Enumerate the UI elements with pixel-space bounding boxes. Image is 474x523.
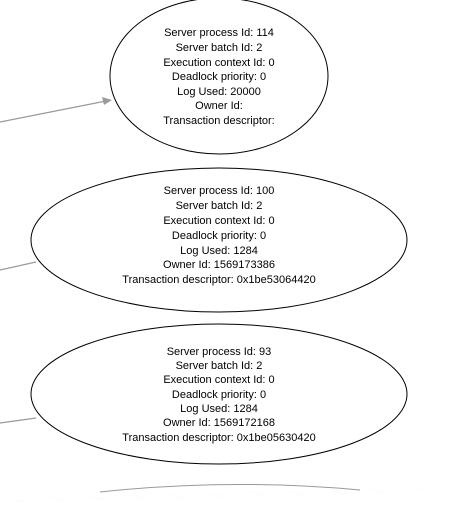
node-line: Transaction descriptor: — [163, 115, 275, 127]
node-line: Log Used: 1284 — [180, 245, 258, 257]
node-line: Log Used: 20000 — [177, 86, 261, 98]
process-node-100[interactable] — [31, 168, 407, 312]
node-line: Owner Id: 1569172168 — [163, 417, 275, 429]
node-line: Server process Id: 93 — [166, 346, 272, 358]
node-line: Execution context Id: 0 — [163, 374, 275, 386]
node-line: Server batch Id: 2 — [175, 42, 263, 54]
process-node-93[interactable] — [31, 324, 407, 464]
node-line: Server process Id: 114 — [164, 27, 274, 39]
node-line: Deadlock priority: 0 — [171, 71, 267, 83]
arrowhead-icon — [102, 97, 112, 105]
edge-to-process-100 — [0, 262, 36, 270]
node-line: Execution context Id: 0 — [163, 57, 275, 69]
node-line: Execution context Id: 0 — [163, 215, 275, 227]
node-line: Transaction descriptor: 0x1be53064420 — [122, 274, 316, 286]
node-line: Server process Id: 100 — [163, 185, 275, 197]
process-node-114[interactable] — [110, 0, 328, 154]
node-line: Deadlock priority: 0 — [171, 230, 267, 242]
edge-to-process-114 — [0, 101, 106, 122]
node-line: Owner Id: 1569173386 — [163, 259, 275, 271]
edge-to-process-93 — [0, 418, 36, 423]
node-line: Server batch Id: 2 — [175, 360, 263, 372]
node-line: Log Used: 1284 — [180, 403, 258, 415]
node-line: Owner Id: — [195, 100, 243, 112]
node-line: Server batch Id: 2 — [175, 200, 263, 212]
node-line: Deadlock priority: 0 — [171, 389, 267, 401]
node-line: Transaction descriptor: 0x1be05630420 — [122, 432, 316, 444]
